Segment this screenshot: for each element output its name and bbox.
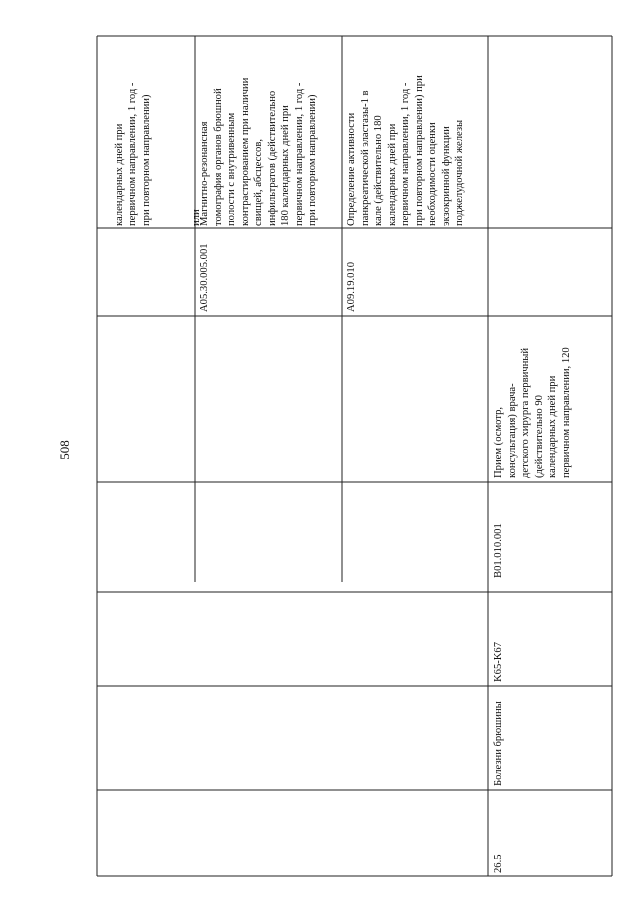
service-name-elastase: Определение активности панкреатической эластазы-1 в кале (действительно 180 календарных дней при первичном направлении, 1 год - при повторном направлении) при необходимости оценки экзокринной функции поджелудочной железы (346, 75, 465, 226)
service-code-elastase: A09.19.010 (346, 261, 357, 312)
consultation-name: Прием (осмотр, консультация) врача- детского хирурга первичный (действительно 90 календарных дней при первичном направлении, 120 (493, 347, 572, 478)
service-code-mri: A05.30.005.001 (199, 243, 210, 312)
consultation-code: B01.010.001 (493, 523, 504, 578)
service-text-continuation (99, 40, 202, 226)
service-text-before: календарных дней при первичном направлении, 1 год - при повторном направлении) (113, 82, 152, 226)
icd-codes-k65-k67: K65-K67 (493, 641, 504, 682)
service-name-mri: Магнитно-резонансная томография органов брюшной полости с внутривенным контрастированием при наличии свищей, абсцессов, инфильтратов (действительно 180 календарных дней при первичном направлении, 1 год - при повторном направлении) (199, 77, 318, 226)
service-text-or: или (191, 209, 202, 226)
disease-group-peritoneum: Болезни брюшины (493, 701, 504, 786)
text-gap (167, 40, 177, 226)
page-number: 508 (57, 440, 72, 460)
row-number-26-5: 26.5 (493, 854, 504, 873)
